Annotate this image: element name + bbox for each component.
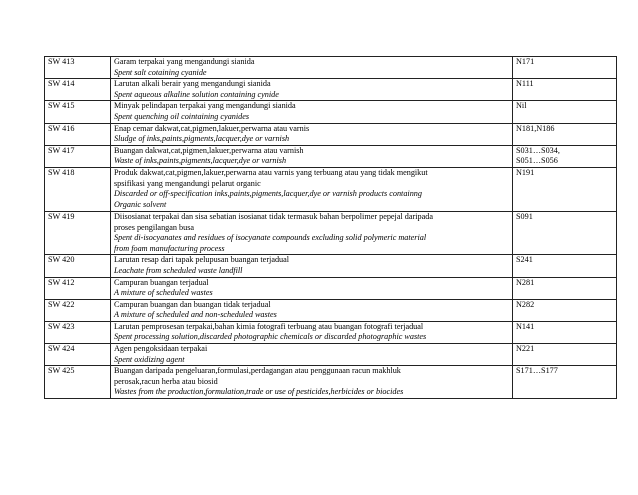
english-description-line: Spent oxidizing agent bbox=[114, 354, 185, 364]
english-description-line: A mixture of scheduled and non-scheduled wastes bbox=[114, 310, 277, 320]
reference-code-cell bbox=[513, 57, 617, 79]
reference-code: N181,N186 bbox=[516, 123, 555, 133]
table-row bbox=[45, 167, 617, 211]
malay-description-line: Buangan daripada pengeluaran,formulasi,perdagangan atau penggunaan racun makhluk bbox=[114, 366, 401, 376]
table-body bbox=[45, 57, 617, 399]
english-description-line: Discarded or off-specification inks,paints,pigments,lacquer,dye or varnish products containng bbox=[114, 189, 422, 199]
table-row bbox=[45, 344, 617, 366]
waste-description-cell bbox=[111, 123, 513, 145]
waste-code-cell: SW 415 bbox=[45, 101, 111, 123]
waste-code-cell: SW 412 bbox=[45, 277, 111, 299]
malay-description-line: proses pengilangan busa bbox=[114, 222, 195, 232]
table-row bbox=[45, 277, 617, 299]
malay-description-line: Larutan resap dari tapak pelupusan buangan terjadual bbox=[114, 255, 290, 265]
malay-description-line: Enap cemar dakwat,cat,pigmen,lakuer,perwarna atau varnis bbox=[114, 123, 310, 133]
table-row bbox=[45, 299, 617, 321]
reference-code: Nil bbox=[516, 101, 527, 111]
waste-code-cell: SW 422 bbox=[45, 299, 111, 321]
reference-code: S031…S034, bbox=[516, 145, 560, 155]
reference-code-cell bbox=[513, 321, 617, 343]
table-row bbox=[45, 145, 617, 167]
reference-code: N141 bbox=[516, 321, 535, 331]
table-row bbox=[45, 321, 617, 343]
malay-description-line: Campuran buangan terjadual bbox=[114, 277, 209, 287]
english-description-line: Organic solvent bbox=[114, 199, 167, 209]
english-description-line: Wastes from the production,formulation,trade or use of pesticides,herbicides or biocides bbox=[114, 387, 404, 397]
table-row bbox=[45, 211, 617, 254]
english-description-line: Sludge of inks,paints,pigments,lacquer,dye or varnish bbox=[114, 134, 290, 144]
malay-description-line: spsifikasi yang mengandungi pelarut organic bbox=[114, 178, 261, 188]
malay-description-line: Buangan dakwat,cat,pigmen,lakuer,perwarna atau varnish bbox=[114, 145, 304, 155]
english-description-line: Spent quenching oil cointaining cyanides bbox=[114, 111, 250, 121]
waste-code-cell: SW 414 bbox=[45, 79, 111, 101]
scheduled-waste-table bbox=[44, 56, 617, 399]
waste-description-cell bbox=[111, 321, 513, 343]
reference-code-cell bbox=[513, 211, 617, 254]
malay-description-line: Agen pengoksidaan terpakai bbox=[114, 344, 208, 354]
reference-code: N171 bbox=[516, 57, 535, 66]
reference-code-cell bbox=[513, 101, 617, 123]
waste-code-cell: SW 417 bbox=[45, 145, 111, 167]
malay-description-line: Campuran buangan dan buangan tidak terjadual bbox=[114, 299, 271, 309]
malay-description-line: Minyak pelindapan terpakai yang mengandungi sianida bbox=[114, 101, 296, 111]
english-description-line: Spent aqueous alkaline solution containing cynide bbox=[114, 89, 279, 99]
waste-description-cell bbox=[111, 79, 513, 101]
reference-code-cell bbox=[513, 123, 617, 145]
waste-code-cell: SW 420 bbox=[45, 255, 111, 277]
waste-description-cell bbox=[111, 145, 513, 167]
reference-code: S051…S056 bbox=[516, 156, 558, 166]
reference-code: N111 bbox=[516, 79, 534, 89]
waste-description-cell bbox=[111, 366, 513, 399]
reference-code-cell bbox=[513, 366, 617, 399]
malay-description-line: Diisosianat terpakai dan sisa sebatian isosianat tidak termasuk bahan berpolimer pepejal daripada bbox=[114, 211, 433, 221]
malay-description-line: Garam terpakai yang mengandungi sianida bbox=[114, 57, 255, 66]
english-description-line: Spent di-isocyanates and residues of isocyanate compounds excluding solid polymeric material bbox=[114, 233, 427, 243]
waste-description-cell bbox=[111, 299, 513, 321]
waste-description-cell bbox=[111, 101, 513, 123]
reference-code: N221 bbox=[516, 344, 535, 354]
table-row bbox=[45, 57, 617, 79]
english-description-line: Spent processing solution,discarded photographic chemicals or discarded photographic wastes bbox=[114, 332, 427, 342]
waste-description-cell bbox=[111, 57, 513, 79]
english-description-line: A mixture of scheduled wastes bbox=[114, 288, 213, 298]
reference-code-cell bbox=[513, 277, 617, 299]
waste-code-cell: SW 413 bbox=[45, 57, 111, 79]
waste-description-cell bbox=[111, 277, 513, 299]
table-row bbox=[45, 101, 617, 123]
malay-description-line: Larutan alkali berair yang mengandungi sianida bbox=[114, 79, 271, 89]
reference-code-cell bbox=[513, 344, 617, 366]
table-row bbox=[45, 366, 617, 399]
malay-description-line: Larutan pemprosesan terpakai,bahan kimia fotografi terbuang atau buangan fotografi terjadual bbox=[114, 321, 424, 331]
reference-code: S171…S177 bbox=[516, 366, 558, 376]
reference-code-cell bbox=[513, 255, 617, 277]
waste-code-cell: SW 425 bbox=[45, 366, 111, 399]
reference-code: N281 bbox=[516, 277, 535, 287]
reference-code: N191 bbox=[516, 167, 535, 177]
reference-code: S241 bbox=[516, 255, 533, 265]
reference-code-cell bbox=[513, 79, 617, 101]
malay-description-line: Produk dakwat,cat,pigmen,lakuer,perwarna atau varnis yang terbuang atau yang tidak mengikut bbox=[114, 167, 428, 177]
waste-description-cell bbox=[111, 167, 513, 211]
reference-code-cell bbox=[513, 167, 617, 211]
waste-code-cell: SW 416 bbox=[45, 123, 111, 145]
reference-code-cell bbox=[513, 145, 617, 167]
english-description-line: Leachate from scheduled waste landfill bbox=[114, 265, 243, 275]
waste-description-cell bbox=[111, 211, 513, 254]
reference-code-cell bbox=[513, 299, 617, 321]
malay-description-line: perosak,racun herba atau biosid bbox=[114, 376, 218, 386]
table-row bbox=[45, 123, 617, 145]
english-description-line: Waste of inks,paints,pigments,lacquer,dye or varnish bbox=[114, 156, 287, 166]
waste-code-cell: SW 423 bbox=[45, 321, 111, 343]
english-description-line: from foam manufacturing process bbox=[114, 243, 225, 253]
waste-description-cell bbox=[111, 344, 513, 366]
waste-description-cell bbox=[111, 255, 513, 277]
reference-code: N282 bbox=[516, 299, 535, 309]
waste-code-cell: SW 418 bbox=[45, 167, 111, 211]
english-description-line: Spent salt cotaining cyanide bbox=[114, 67, 207, 77]
waste-code-cell: SW 419 bbox=[45, 211, 111, 254]
waste-code-cell: SW 424 bbox=[45, 344, 111, 366]
table-row bbox=[45, 255, 617, 277]
reference-code: S091 bbox=[516, 211, 533, 221]
table-row bbox=[45, 79, 617, 101]
